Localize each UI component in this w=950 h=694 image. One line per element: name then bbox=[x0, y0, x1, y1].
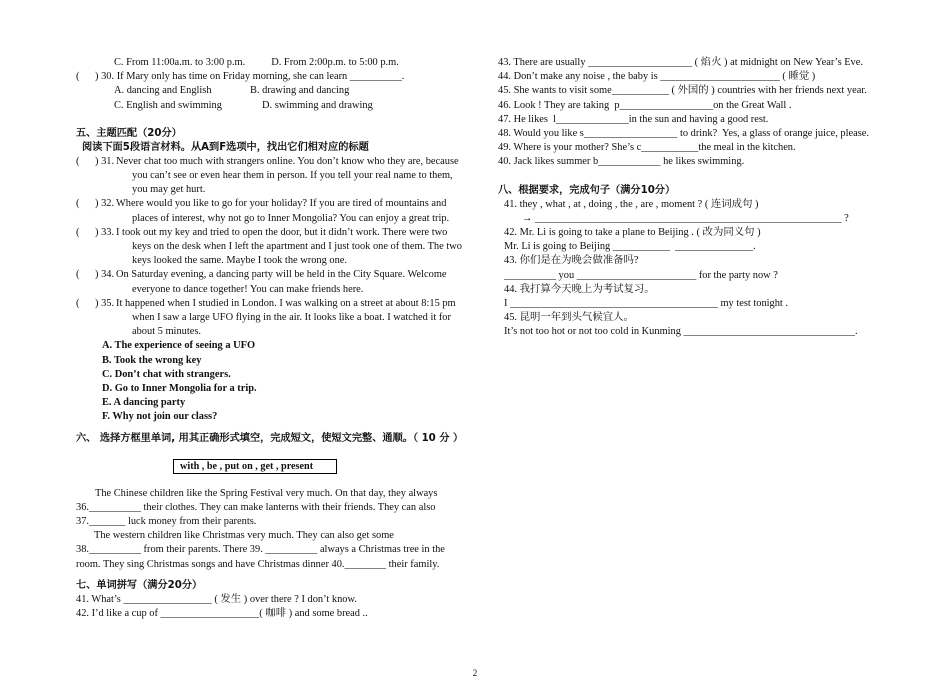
passage-text: about 5 minutes. bbox=[132, 326, 201, 338]
passage-number: ( ) 33. bbox=[76, 226, 115, 238]
section7-title: 七、单词拼写（满分20分） bbox=[76, 579, 203, 591]
sentence-q41: 41. they , what , at , doing , the , are , moment ? ( 连词成句 ) bbox=[504, 198, 759, 210]
passage-text: On Saturday evening, a dancing party will be held in the City Square. Welcome bbox=[116, 269, 447, 281]
word-box-row bbox=[76, 459, 481, 474]
passage-text: Never chat too much with strangers online. You don’t know who they are, because bbox=[116, 155, 459, 167]
passage-number: ( ) 32. bbox=[76, 198, 115, 210]
heading-option-d: D. Go to Inner Mongolia for a trip. bbox=[102, 383, 257, 395]
left-column bbox=[76, 56, 481, 621]
q30-option-c: C. English and swimming bbox=[114, 99, 222, 111]
passage-text: keys on the desk when I left the apartment and I just took one of them. The two bbox=[132, 241, 462, 253]
passage-number: ( ) 35. bbox=[76, 297, 115, 309]
q30-stem: ( ) 30. If Mary only has time on Friday morning, she can learn __________. bbox=[76, 71, 405, 83]
cloze-line: The western children like Christmas very much. They can also get some bbox=[94, 530, 394, 542]
spelling-q45: 45. She wants to visit some___________ ( 外国的 ) countries with her friends next year. bbox=[498, 85, 867, 97]
spelling-q46: 46. Look ! They are taking p__________________on the Great Wall . bbox=[498, 99, 792, 111]
section5-options bbox=[76, 339, 481, 424]
q30-options-cd bbox=[76, 99, 481, 113]
heading-option-c: C. Don’t chat with strangers. bbox=[102, 368, 231, 380]
sentence-q42-answer: Mr. Li is going to Beijing ___________ _______________. bbox=[504, 241, 756, 253]
passage-text: Where would you like to go for your holiday? If you are tired of mountains and bbox=[116, 198, 447, 210]
passage-text: when I saw a large UFO flying in the air. It looks like a boat. I watched it for bbox=[132, 312, 451, 324]
heading-option-e: E. A dancing party bbox=[102, 397, 186, 409]
section6-title: 六、 选择方框里单词, 用其正确形式填空，完成短文，使短文完整、通顺。（ 10 分 ） bbox=[76, 432, 464, 444]
passage-text: everyone to dance together! You can make friends here. bbox=[132, 283, 364, 295]
q30-option-a: A. dancing and English bbox=[114, 85, 212, 97]
heading-option-b: B. Took the wrong key bbox=[102, 354, 202, 366]
q30-option-d: D. swimming and drawing bbox=[262, 99, 373, 111]
q29-options bbox=[76, 56, 481, 70]
passage-text: you can’t see or even hear them in person. If you tell your real name to them, bbox=[132, 170, 453, 182]
passage-number: ( ) 31. bbox=[76, 155, 115, 167]
spelling-q43: 43. There are usually ____________________ ( 焰火 ) at midnight on New Year’s Eve. bbox=[498, 57, 863, 68]
sentence-q41-answer: → ___________________________________________________________ ? bbox=[522, 212, 849, 224]
page-number: 2 bbox=[472, 668, 478, 678]
passage-number: ( ) 34. bbox=[76, 269, 115, 281]
passage-text: keys looked the same. Maybe I took the wrong one. bbox=[132, 255, 347, 267]
passage-32 bbox=[76, 197, 481, 225]
cloze-line: 38.__________ from their parents. There 39. __________ always a Christmas tree in the bbox=[76, 544, 445, 556]
passage-text: places of interest, why not go to Inner Mongolia? You can enjoy a great trip. bbox=[132, 212, 450, 224]
sentence-q42: 42. Mr. Li is going to take a plane to Beijing . ( 改为同义句 ) bbox=[504, 227, 761, 239]
spelling-q48: 48. Would you like s__________________ to drink? Yes, a glass of orange juice, please. bbox=[498, 128, 869, 140]
passage-text: I took out my key and tried to open the door, but it didn’t work. There were two bbox=[116, 226, 448, 238]
q30-option-b: B. drawing and dancing bbox=[250, 85, 350, 97]
heading-option-a: A. The experience of seeing a UFO bbox=[102, 340, 256, 352]
passage-text: It happened when I studied in London. I was walking on a street at about 8:15 pm bbox=[116, 297, 456, 309]
sentence-q43: 43. 你们是在为晚会做准备吗? bbox=[504, 255, 639, 267]
sentence-q45-answer: It’s not too hot or not too cold in Kunming _________________________________. bbox=[504, 326, 858, 338]
section5-title: 五、主题匹配（20分） bbox=[76, 127, 182, 139]
passage-33 bbox=[76, 226, 481, 269]
passage-31 bbox=[76, 155, 481, 198]
sentence-q45: 45. 昆明一年到头气候宜人。 bbox=[504, 312, 634, 324]
passage-35 bbox=[76, 297, 481, 340]
word-box: with , be , put on , get , present bbox=[173, 459, 337, 474]
sentence-q44-answer: I ________________________________________ my test tonight . bbox=[504, 298, 789, 310]
q29-option-d: D. From 2:00p.m. to 5:00 p.m. bbox=[271, 57, 399, 68]
spelling-q50: 40. Jack likes summer b____________ he likes swimming. bbox=[498, 156, 745, 168]
cloze-line: room. They sing Christmas songs and have Christmas dinner 40.________ their family. bbox=[76, 558, 440, 570]
cloze-line: The Chinese children like the Spring Festival very much. On that day, they always bbox=[95, 487, 438, 499]
spelling-q47: 47. He likes l______________in the sun and having a good rest. bbox=[498, 113, 769, 125]
passage-text: you may get hurt. bbox=[132, 184, 206, 196]
q29-option-c: C. From 11:00a.m. to 3:00 p.m. bbox=[114, 57, 246, 68]
heading-option-f: F. Why not join our class? bbox=[102, 411, 218, 423]
section5-instruction: 阅读下面5段语言材料。从A到F选项中，找出它们相对应的标题 bbox=[82, 141, 369, 153]
sentence-q43-answer: __________ you _______________________ for the party now ? bbox=[504, 269, 778, 281]
spelling-q49: 49. Where is your mother? She’s c___________the meal in the kitchen. bbox=[498, 142, 796, 154]
spelling-q44: 44. Don’t make any noise , the baby is _______________________ ( 睡觉 ) bbox=[498, 71, 816, 83]
section8-title: 八、根据要求，完成句子（满分10分） bbox=[498, 184, 676, 196]
spelling-q41: 41. What’s _________________ ( 发生 ) over there ? I don’t know. bbox=[76, 593, 357, 605]
cloze-line: 36.__________ their clothes. They can make lanterns with their friends. They can also bbox=[76, 501, 436, 513]
sentence-q44: 44. 我打算今天晚上为考试复习。 bbox=[504, 283, 655, 295]
q30-options-ab bbox=[76, 84, 481, 98]
right-column bbox=[498, 56, 888, 340]
cloze-passage bbox=[76, 487, 481, 572]
spelling-q42: 42. I’d like a cup of ___________________( 咖啡 ) and some bread .. bbox=[76, 608, 368, 620]
section5-items bbox=[76, 155, 481, 340]
passage-34 bbox=[76, 268, 481, 296]
cloze-line: 37._______ luck money from their parents. bbox=[76, 516, 257, 528]
